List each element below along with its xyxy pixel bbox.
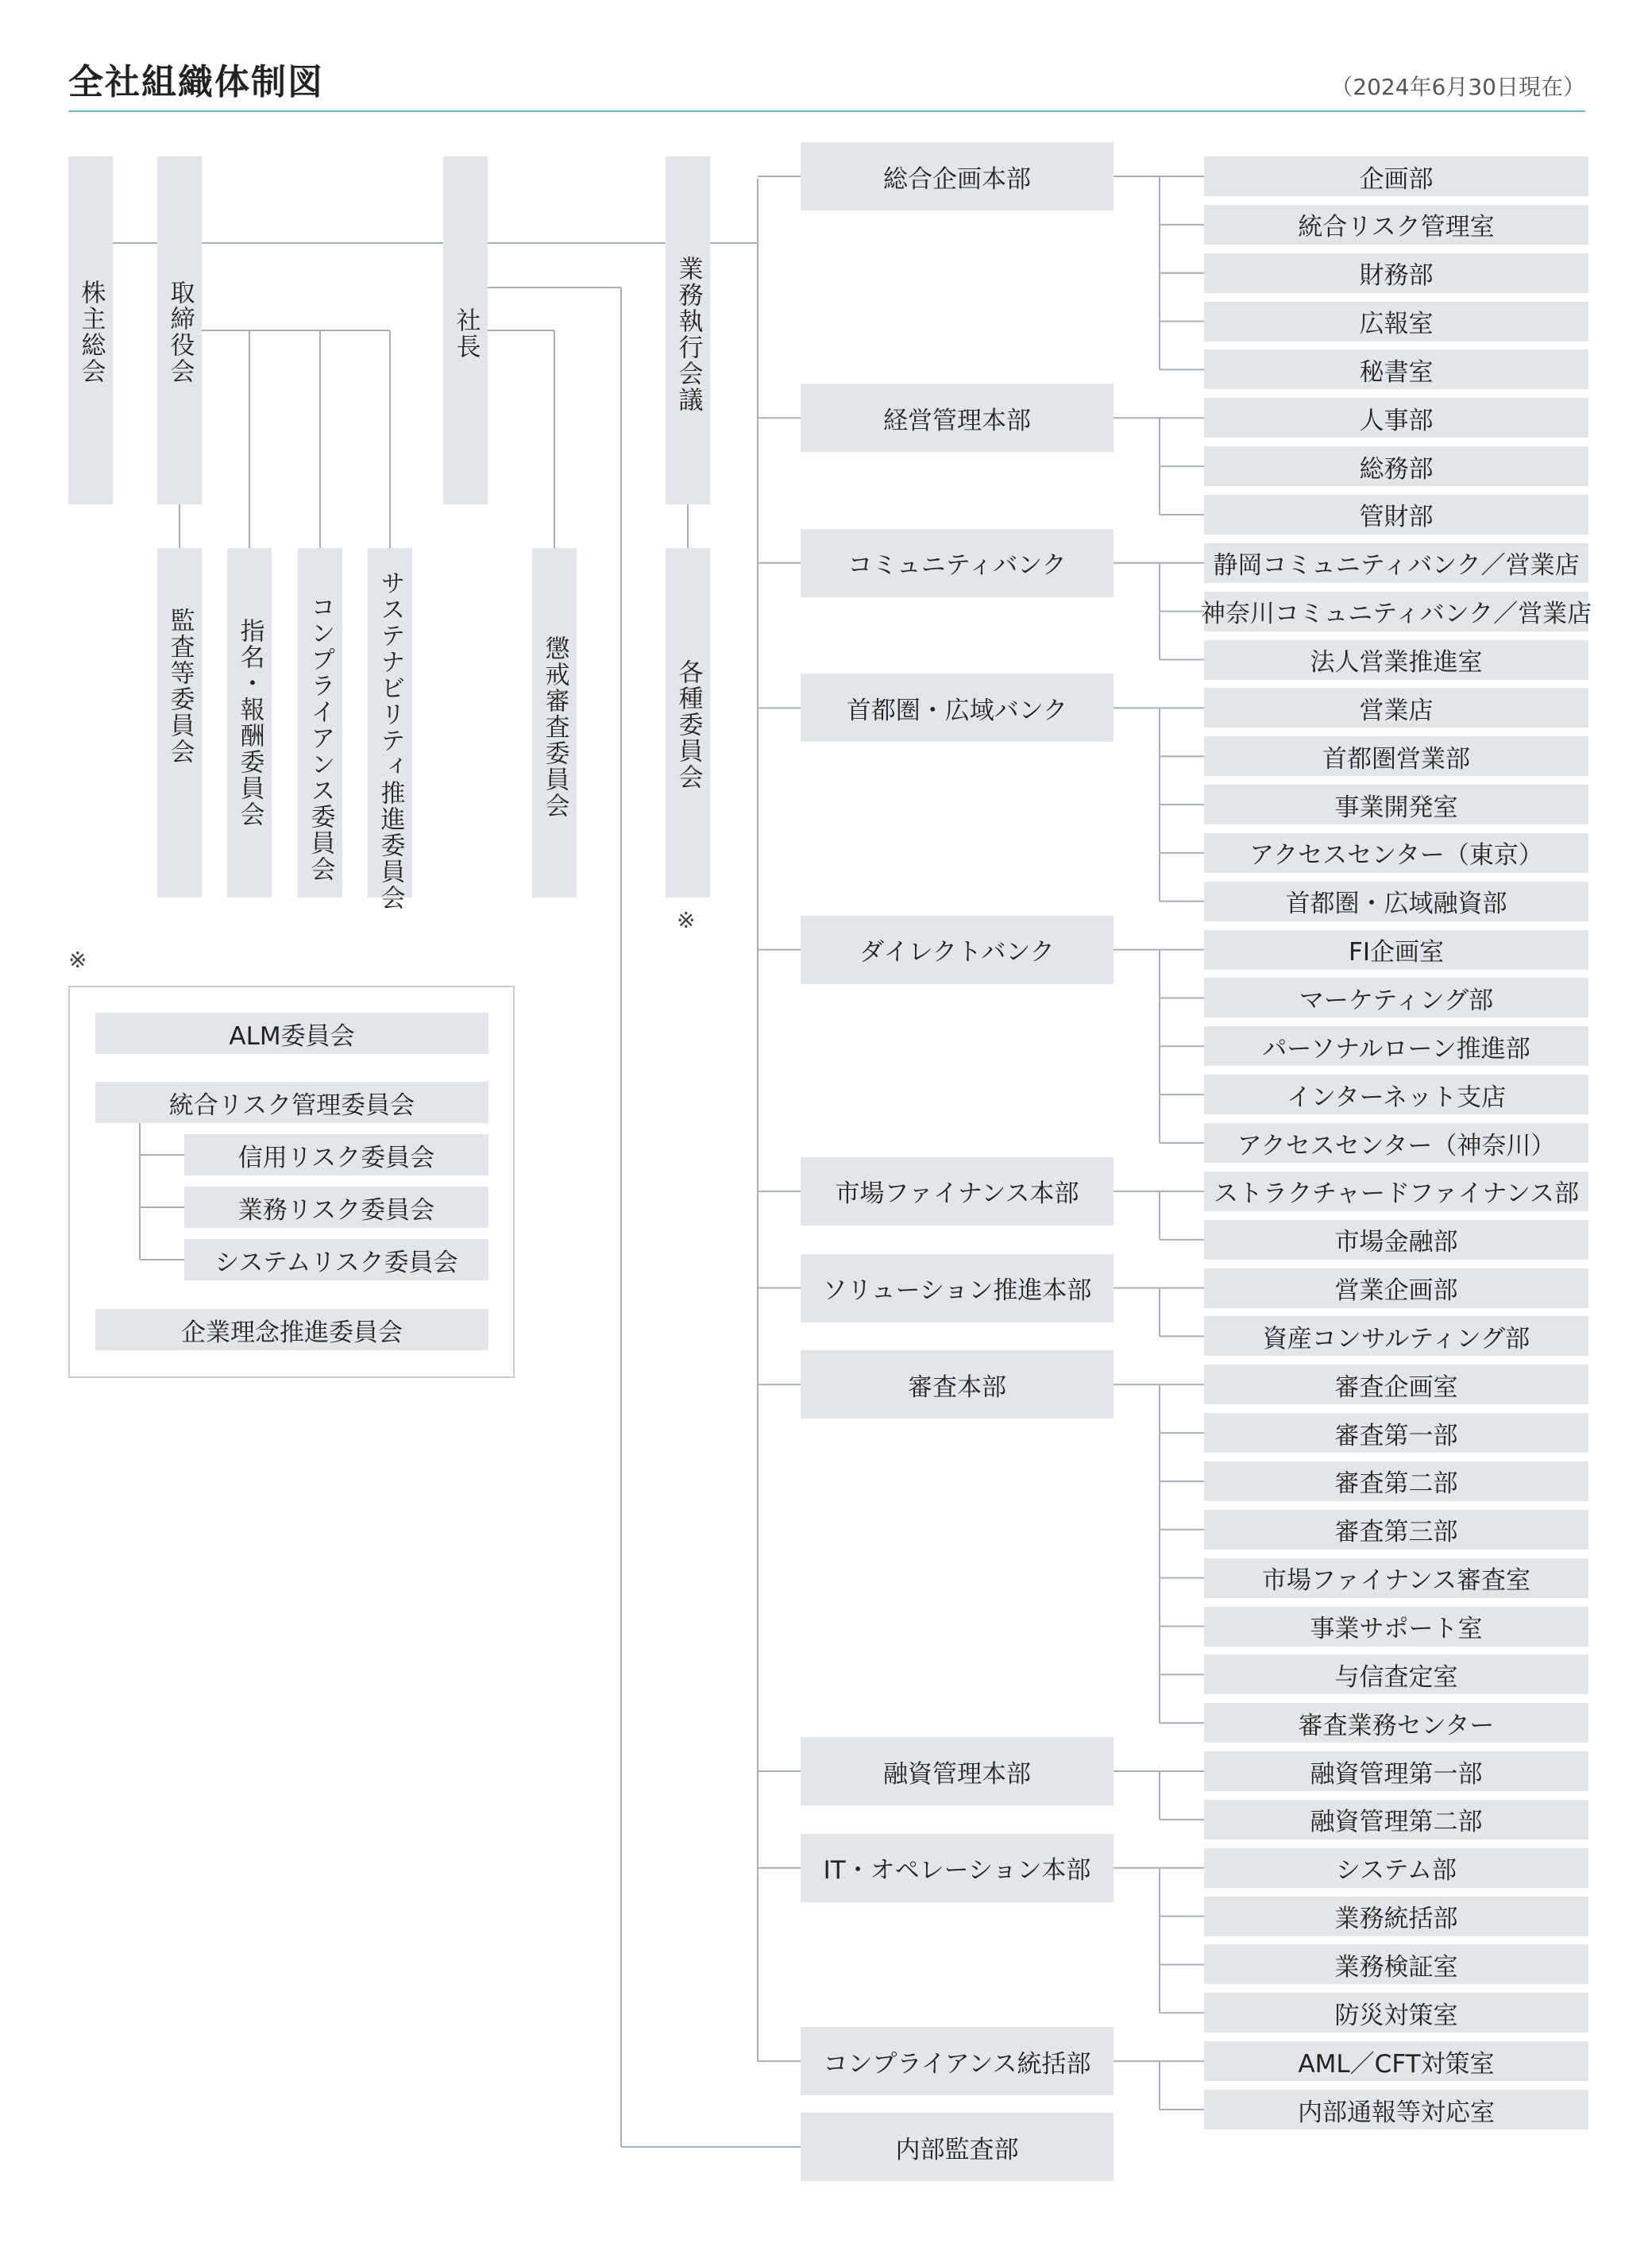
department-box: 事業開発室	[1204, 785, 1588, 824]
sustainability-committee-label: サステナビリティ推進委員会	[376, 570, 405, 911]
department-box: 首都圏・広域融資部	[1204, 882, 1588, 921]
division-box: ダイレクトバンク	[801, 916, 1114, 984]
exec-committees-note-mark: ※	[677, 907, 696, 933]
department-box: 広報室	[1204, 302, 1588, 342]
department-box: 営業企画部	[1204, 1268, 1588, 1308]
department-box: 資産コンサルティング部	[1204, 1316, 1588, 1356]
compliance-committee-label: コンプライアンス委員会	[306, 594, 335, 882]
division-box: 融資管理本部	[801, 1737, 1114, 1805]
department-box: 市場ファイナンス審査室	[1204, 1558, 1588, 1598]
department-box: 与信査定室	[1204, 1654, 1588, 1694]
committee-frame-note-mark: ※	[68, 947, 87, 973]
compliance-committee-box	[298, 548, 342, 898]
department-box: 業務検証室	[1204, 1944, 1588, 1984]
division-box: 経営管理本部	[801, 384, 1114, 452]
division-box: 総合企画本部	[801, 142, 1114, 210]
page-title: 全社組織体制図	[68, 62, 324, 102]
audit-committee-label: 監査等委員会	[165, 608, 195, 765]
department-box: 融資管理第一部	[1204, 1751, 1588, 1791]
nomination-committee-label: 指名・報酬委員会	[235, 618, 264, 828]
disciplinary-committee-box	[532, 548, 577, 898]
department-box: 内部通報等対応室	[1204, 2090, 1588, 2129]
department-box: 審査第一部	[1204, 1413, 1588, 1453]
department-box: 審査第三部	[1204, 1510, 1588, 1550]
division-box: 審査本部	[801, 1350, 1114, 1419]
department-box: システム部	[1204, 1848, 1588, 1888]
division-box: コンプライアンス統括部	[801, 2027, 1114, 2095]
system-risk-committee-box: システムリスク委員会	[184, 1239, 488, 1280]
department-box: 静岡コミュニティバンク／営業店	[1204, 543, 1588, 583]
disciplinary-committee-label: 懲戒審査委員会	[540, 635, 569, 819]
division-box: コミュニティバンク	[801, 529, 1114, 597]
department-box: パーソナルローン推進部	[1204, 1026, 1588, 1066]
philosophy-committee-box: 企業理念推進委員会	[95, 1309, 488, 1350]
department-box: マーケティング部	[1204, 978, 1588, 1017]
exec-meeting-box	[666, 156, 710, 504]
shareholders-meeting-box	[68, 156, 113, 504]
sustainability-committee-box	[368, 548, 412, 911]
department-box: 人事部	[1204, 398, 1588, 438]
department-box: 審査業務センター	[1204, 1703, 1588, 1743]
department-box: 首都圏営業部	[1204, 736, 1588, 776]
department-box: 財務部	[1204, 253, 1588, 293]
department-box: 防災対策室	[1204, 1993, 1588, 2033]
department-box: 市場金融部	[1204, 1220, 1588, 1260]
board-box	[157, 156, 202, 504]
department-box: AML／CFT対策室	[1204, 2041, 1588, 2081]
department-box: 融資管理第二部	[1204, 1800, 1588, 1840]
department-box: FI企画室	[1204, 930, 1588, 970]
nomination-committee-box	[227, 548, 272, 898]
department-box: 法人営業推進室	[1204, 640, 1588, 680]
integrated-risk-committee-box: 統合リスク管理委員会	[95, 1082, 488, 1123]
department-box: アクセスセンター（神奈川）	[1204, 1123, 1588, 1163]
division-box: 首都圏・広域バンク	[801, 674, 1114, 742]
various-committees-label: 各種委員会	[674, 659, 703, 790]
department-box: 審査第二部	[1204, 1461, 1588, 1501]
department-box: 業務統括部	[1204, 1897, 1588, 1936]
department-box: 審査企画室	[1204, 1365, 1588, 1404]
internal-audit-box: 内部監査部	[801, 2113, 1114, 2181]
division-box: ソリューション推進本部	[801, 1254, 1114, 1322]
credit-risk-committee-box: 信用リスク委員会	[184, 1134, 488, 1176]
department-box: ストラクチャードファイナンス部	[1204, 1172, 1588, 1211]
exec-meeting-label: 業務執行会議	[674, 256, 703, 413]
department-box: 事業サポート室	[1204, 1607, 1588, 1647]
department-box: 秘書室	[1204, 349, 1588, 389]
as-of-date: （2024年6月30日現在）	[1330, 74, 1585, 100]
department-box: 管財部	[1204, 495, 1588, 535]
department-box: 総務部	[1204, 446, 1588, 486]
president-box	[443, 156, 488, 504]
department-box: 統合リスク管理室	[1204, 205, 1588, 245]
department-box: インターネット支店	[1204, 1075, 1588, 1114]
department-box: 企画部	[1204, 156, 1588, 196]
various-committees-box	[666, 548, 710, 898]
shareholders-meeting-label: 株主総会	[76, 280, 106, 384]
operational-risk-committee-box: 業務リスク委員会	[184, 1187, 488, 1228]
president-label: 社長	[451, 307, 481, 360]
division-box: 市場ファイナンス本部	[801, 1157, 1114, 1226]
alm-committee-box: ALM委員会	[95, 1013, 488, 1054]
department-box: 営業店	[1204, 688, 1588, 728]
division-box: IT・オペレーション本部	[801, 1834, 1114, 1902]
department-box: アクセスセンター（東京）	[1204, 833, 1588, 873]
audit-committee-box	[157, 548, 202, 898]
department-box: 神奈川コミュニティバンク／営業店	[1204, 592, 1588, 631]
board-label: 取締役会	[165, 280, 195, 384]
